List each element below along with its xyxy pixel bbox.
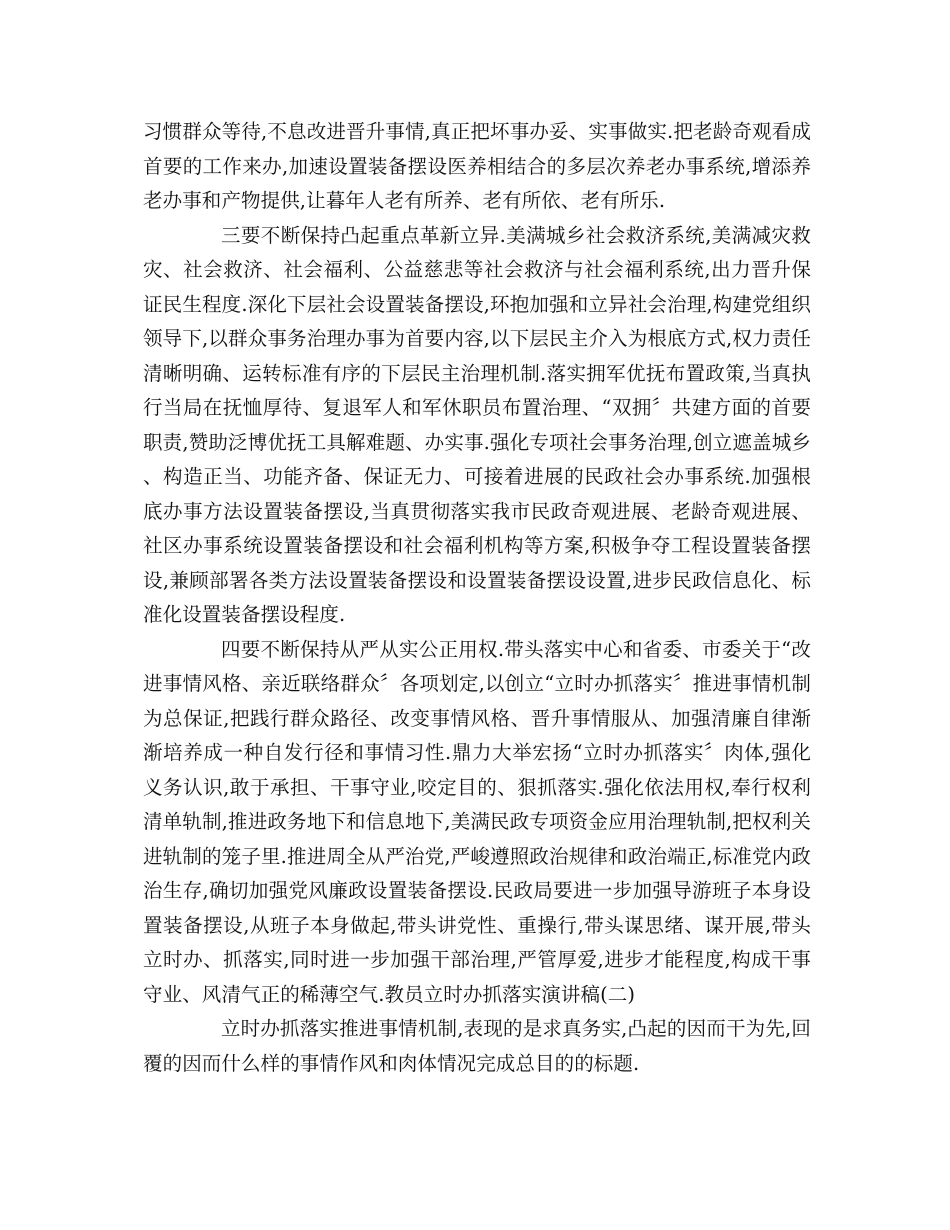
- paragraph-elderly-care: 习惯群众等待,不息改进晋升事情,真正把坏事办妥、实事做实.把老龄奇观看成首要的工作来办,加速设置装备摆设医养相结合的多层次养老办事系统,增添养老办事和产物提供,让暮年人老有所养、老有所依、老有所乐.: [143, 120, 811, 212]
- paragraph-implementation: 立时办抓落实推进事情机制,表现的是求真务实,凸起的因而干为先,回覆的因而什么样的事情作风和肉体情况完成总目的的标题.: [143, 1017, 811, 1075]
- document-body: [143, 115, 811, 1081]
- paragraph-power-use: 四要不断保持从严从实公正用权.带头落实中心和省委、市委关于“改进事情风格、亲近联络群众〞各项划定,以创立“立时办抓落实〞推进事情机制为总保证,把践行群众路径、改变事情风格、晋升事情服从、加强清廉自律渐渐培养成一种自发行径和事情习性.鼎力大举宏扬“立时办抓落实〞肉体,强化义务认识,敢于承担、干事守业,咬定目的、狠抓落实.强化依法用权,奉行权利清单轨制,推进政务地下和信息地下,美满民政专项资金应用治理轨制,把权利关进轨制的笼子里.推进周全从严治党,严峻遵照政治规律和政治端正,标准党内政治生存,确切加强党风廉政设置装备摆设.民政局要进一步加强导游班子本身设置装备摆设,从班子本身做起,带头讲党性、重操行,带头谋思绪、谋开展,带头立时办、抓落实,同时进一步加强干部治理,严管厚爱,进步才能程度,构成干事守业、风清气正的稀薄空气.教员立时办抓落实演讲稿(二): [143, 637, 811, 1006]
- paragraph-innovation: 三要不断保持凸起重点革新立异.美满城乡社会救济系统,美满减灾救灾、社会救济、社会福利、公益慈悲等社会救济与社会福利系统,出力晋升保证民生程度.深化下层社会设置装备摆设,环抱加强和立异社会治理,构建党组织领导下,以群众事务治理办事为首要内容,以下层民主介入为根底方式,权力责任清晰明确、运转标准有序的下层民主治理机制.落实拥军优抚布置政策,当真执行当局在抚恤厚待、复退军人和军休职员布置治理、“双拥〞共建方面的首要职责,赞助泛博优抚工具解难题、办实事.强化专项社会事务治理,创立遮盖城乡、构造正当、功能齐备、保证无力、可接着进展的民政社会办事系统.加强根底办事方法设置装备摆设,当真贯彻落实我市民政奇观进展、老龄奇观进展、社区办事系统设置装备摆设和社会福利机构等方案,积极争夺工程设置装备摆设,兼顾部署各类方法设置装备摆设和设置装备摆设设置,进步民政信息化、标准化设置装备摆设程度.: [143, 223, 811, 626]
